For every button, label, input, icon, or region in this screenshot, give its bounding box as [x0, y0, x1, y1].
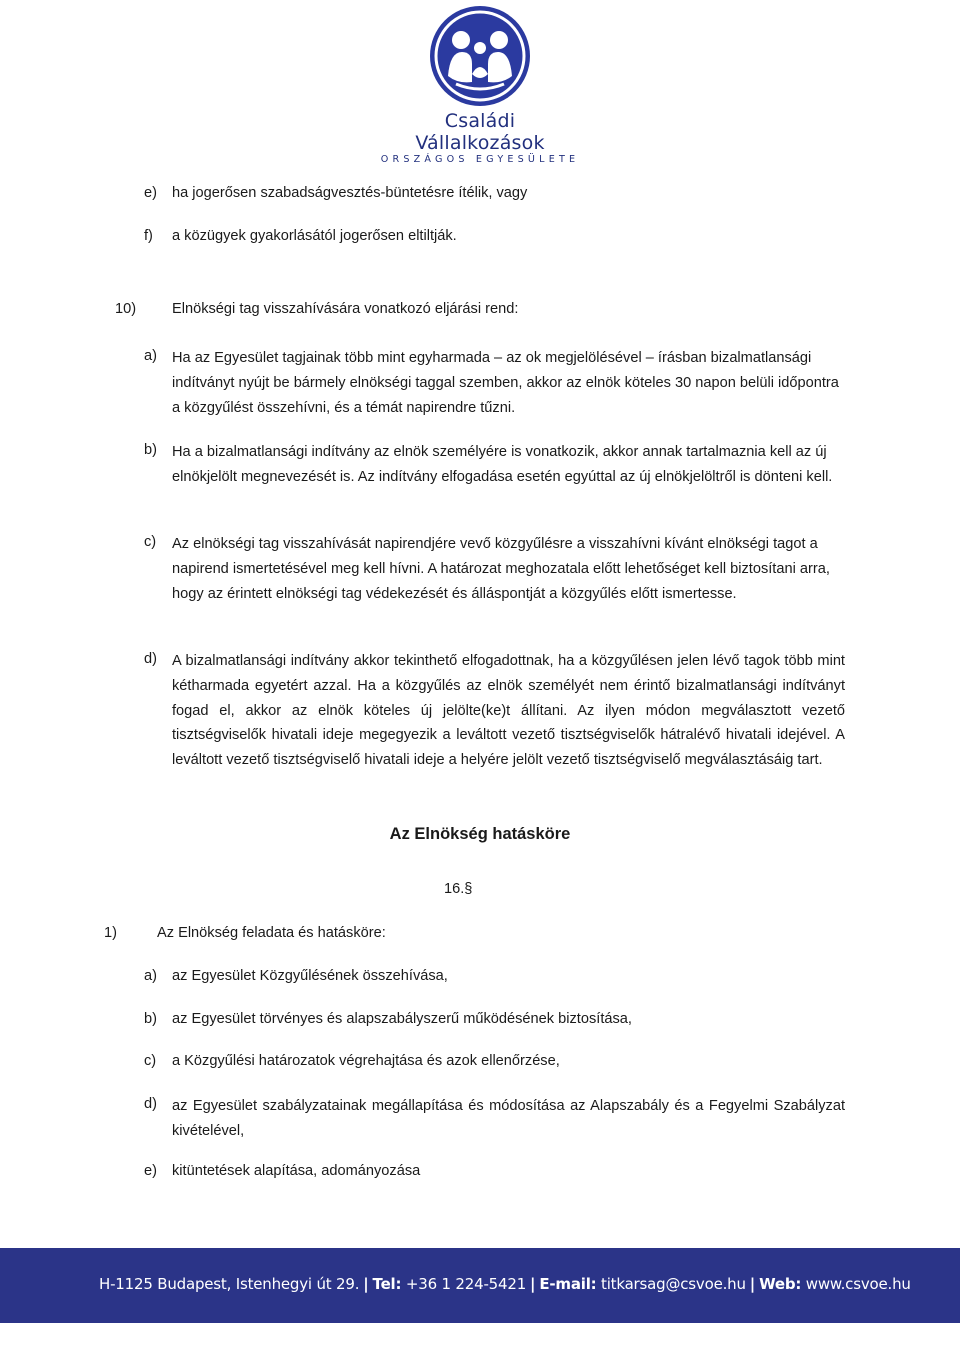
- list-item-label: c): [144, 534, 157, 550]
- list-item-label: c): [144, 1053, 157, 1069]
- paragraph: Az elnökségi tag visszahívását napirendjére vevő közgyűlésre a visszahívni kívánt elnökségi tagot a napirend ismertetésével meg kell hívni. A határozat meghozatala előtt lehetőséget kell biztosítani arra, hogy az érintett elnökségi tag védekezését és álláspontját a közgyűlés előtt ismertesse.: [172, 536, 830, 602]
- brand-name: Családi Vállalkozások: [415, 110, 545, 154]
- list-item-label: d): [144, 651, 157, 667]
- footer-separator: |: [363, 1275, 369, 1293]
- footer-tel[interactable]: +36 1 224-5421: [405, 1275, 527, 1293]
- section-number: 1): [104, 925, 117, 941]
- paragraph: A bizalmatlansági indítvány akkor tekinthető elfogadottnak, ha a közgyűlésen jelen lévő tagok több mint kétharmada egyetért azzal. Ha a közgyűlés az elnök személyét nem érintő bizalmatlansági indítványt fogad el, akkor az elnök köteles új jelölte(ke)t állítani. Az ilyen módon megválasztott vezető tisztségviselők hivatali ideje megegyezik a leváltott vezető tisztségviselők hátralévő hivatali idejével. A leváltott vezető tisztségviselő hivatali ideje a helyére jelölt vezető tisztségviselő megválasztásáig tart.: [172, 653, 845, 769]
- section-heading: Az Elnökség hatásköre: [389, 825, 571, 843]
- list-item-label: b): [144, 1011, 157, 1027]
- footer-web-label: Web:: [759, 1275, 802, 1293]
- footer-web-link[interactable]: www.csvoe.hu: [805, 1275, 911, 1293]
- footer-contact: [99, 1275, 911, 1293]
- list-item-text: a közügyek gyakorlásától jogerősen eltiltják.: [172, 228, 457, 244]
- footer-address: H-1125 Budapest, Istenhegyi út 29.: [99, 1275, 360, 1293]
- footer-separator: |: [749, 1275, 756, 1293]
- list-item-label: a): [144, 348, 157, 364]
- footer-separator: |: [530, 1275, 536, 1293]
- footer-email-label: E-mail:: [539, 1275, 597, 1293]
- list-item-text: ha jogerősen szabadságvesztés-büntetésre ítélik, vagy: [172, 185, 528, 201]
- list-item-text: kitüntetések alapítása, adományozása: [172, 1163, 421, 1179]
- list-item-text: a Közgyűlési határozatok végrehajtása és azok ellenőrzése,: [172, 1053, 560, 1069]
- list-item-label: e): [144, 1163, 157, 1179]
- paragraph: Ha az Egyesület tagjainak több mint egyharmada – az ok megjelölésével – írásban bizalmatlansági indítványt nyújt be bármely elnökségi taggal szemben, akkor az elnök köteles 30 napon belüli időpontra a közgyűlést összehívni, és a témát napirendre tűzni.: [172, 350, 839, 416]
- organization-logo: [380, 4, 580, 165]
- section-title: Elnökségi tag visszahívására vonatkozó eljárási rend:: [172, 301, 519, 317]
- list-item-label: a): [144, 968, 157, 984]
- paragraph-number: 16.§: [444, 881, 473, 897]
- list-item-label: e): [144, 185, 157, 201]
- section-number: 10): [115, 301, 137, 317]
- brand-subtitle: ORSZÁGOS EGYESÜLETE: [380, 154, 580, 165]
- footer-email-link[interactable]: titkarsag@csvoe.hu: [601, 1275, 746, 1293]
- paragraph: az Egyesület szabályzatainak megállapítása és módosítása az Alapszabály és a Fegyelmi Szabályzat kivételével,: [172, 1098, 845, 1139]
- section-title: Az Elnökség feladata és hatásköre:: [157, 925, 386, 941]
- footer-tel-label: Tel:: [372, 1275, 402, 1293]
- family-emblem-icon: [428, 4, 532, 108]
- list-item-label: b): [144, 442, 157, 458]
- list-item-text: az Egyesület Közgyűlésének összehívása,: [172, 968, 448, 984]
- paragraph: Ha a bizalmatlansági indítvány az elnök személyére is vonatkozik, akkor annak tartalmaznia kell az új elnökjelölt megnevezését is. Az indítvány elfogadása esetén egyúttal az új elnökjelöltről is dönteni kell.: [172, 444, 833, 485]
- list-item-text: az Egyesület törvényes és alapszabályszerű működésének biztosítása,: [172, 1011, 632, 1027]
- list-item-label: f): [144, 228, 153, 244]
- list-item-label: d): [144, 1096, 157, 1112]
